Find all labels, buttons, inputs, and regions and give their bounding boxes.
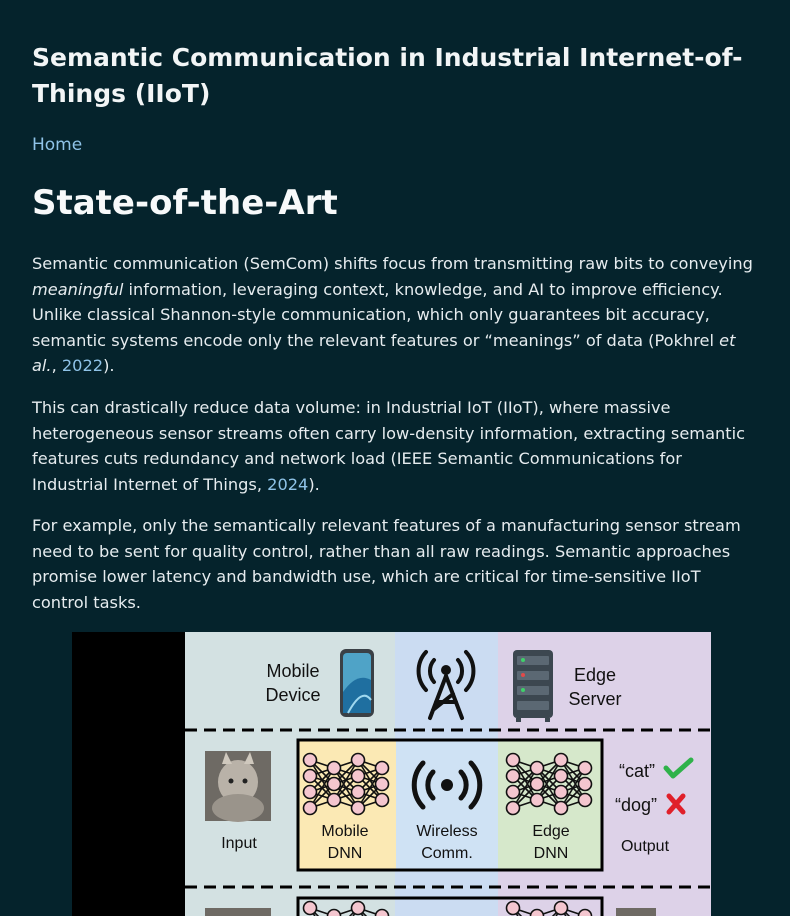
text-run: ). bbox=[103, 356, 115, 375]
text-run: , bbox=[51, 356, 62, 375]
network-node bbox=[352, 786, 365, 799]
citation-link-2024[interactable]: 2024 bbox=[267, 474, 309, 494]
output-dog-label: “dog” bbox=[615, 795, 658, 815]
network-node bbox=[328, 794, 341, 807]
network-node bbox=[328, 778, 341, 791]
network-node bbox=[507, 770, 520, 783]
network-node bbox=[531, 778, 544, 791]
paragraph-iiot bbox=[32, 395, 758, 497]
network-node bbox=[376, 794, 389, 807]
network-node bbox=[376, 762, 389, 775]
network-node bbox=[352, 770, 365, 783]
network-node bbox=[555, 902, 568, 915]
server-rack-icon bbox=[513, 650, 553, 722]
network-node bbox=[507, 802, 520, 815]
network-node bbox=[304, 770, 317, 783]
network-node bbox=[352, 902, 365, 915]
page-title: State-of-the-Art bbox=[32, 183, 338, 223]
second-input-image bbox=[205, 908, 271, 916]
edge-dnn-label-1: Edge bbox=[532, 823, 570, 840]
emphasis-text: meaningful bbox=[32, 279, 124, 299]
wireless-label-2: Comm. bbox=[421, 845, 473, 862]
mobile-device-label-2: Device bbox=[265, 685, 321, 705]
network-node bbox=[531, 762, 544, 775]
network-node bbox=[328, 910, 341, 916]
network-node bbox=[531, 794, 544, 807]
text-run: information, leveraging context, knowledge, and AI to improve efficiency. Unlike classical Shannon-style communication, which only guarantees bit accuracy, semantic systems encode only the relevant features or “meanings” of data (Pokhrel bbox=[32, 279, 723, 350]
wireless-label-1: Wireless bbox=[416, 823, 478, 840]
network-node bbox=[328, 762, 341, 775]
semcom-figure bbox=[72, 632, 711, 916]
smartphone-icon bbox=[340, 649, 374, 717]
second-output-image bbox=[616, 908, 656, 916]
network-node bbox=[507, 902, 520, 915]
mobile-device-label-1: Mobile bbox=[266, 661, 320, 681]
network-node bbox=[304, 802, 317, 815]
output-cat-label: “cat” bbox=[619, 761, 655, 781]
network-node bbox=[579, 910, 592, 916]
network-node bbox=[555, 754, 568, 767]
cat-input-image bbox=[205, 751, 271, 822]
paragraph-intro bbox=[32, 251, 758, 379]
edge-server-label-1: Edge bbox=[573, 665, 617, 685]
network-node bbox=[376, 910, 389, 916]
network-node bbox=[579, 794, 592, 807]
network-node bbox=[555, 786, 568, 799]
edge-dnn-label-2: DNN bbox=[533, 845, 569, 862]
site-title: Semantic Communication in Industrial Internet-of-Things (IIoT) bbox=[32, 43, 743, 108]
mobile-dnn-label-1: Mobile bbox=[321, 823, 369, 840]
output-label: Output bbox=[620, 838, 670, 855]
citation-link-2022[interactable]: 2022 bbox=[61, 356, 104, 375]
network-node bbox=[352, 754, 365, 767]
text-run: This can drastically reduce data volume: in Industrial IoT (IIoT), where massive heterogeneous sensor streams often carry low-density information, extracting semantic features cuts redundancy and network load (IEEE Semantic Communications for Industrial Internet of Things, bbox=[32, 398, 745, 494]
text-run: Semantic communication (SemCom) shifts focus from transmitting raw bits to conveying bbox=[32, 254, 753, 273]
paragraph-example: For example, only the semantically relevant features of a manufacturing sensor stream need to be sent for quality control, rather than all raw readings. Semantic approaches promise lower latency and bandwidth use, which are critical for time-sensitive IIoT control tasks. bbox=[32, 516, 741, 612]
figure-left-border bbox=[72, 632, 185, 916]
text-run: ). bbox=[308, 474, 320, 494]
network-node bbox=[555, 770, 568, 783]
network-node bbox=[304, 754, 317, 767]
network-node bbox=[352, 802, 365, 815]
network-node bbox=[579, 778, 592, 791]
network-node bbox=[531, 910, 544, 916]
home-link[interactable]: Home bbox=[32, 135, 83, 155]
edge-server-label-2: Server bbox=[568, 689, 622, 709]
network-node bbox=[579, 762, 592, 775]
network-node bbox=[507, 754, 520, 767]
network-node bbox=[507, 786, 520, 799]
network-node bbox=[376, 778, 389, 791]
input-label: Input bbox=[221, 835, 257, 852]
emphasis-text: et al. bbox=[32, 330, 736, 375]
semcom-diagram bbox=[72, 632, 711, 916]
network-node bbox=[555, 802, 568, 815]
network-node bbox=[304, 902, 317, 915]
mobile-dnn-label-2: DNN bbox=[327, 845, 363, 862]
network-node bbox=[304, 786, 317, 799]
